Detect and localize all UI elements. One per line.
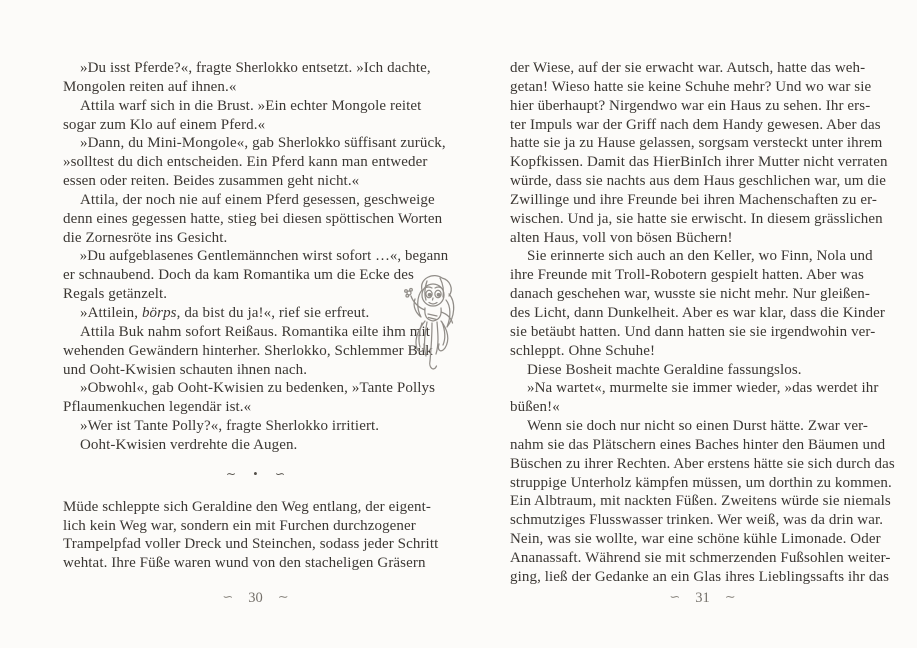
text-line: struppige Unterholz kämpfen müssen, um dorthin zu kommen. [510, 474, 892, 491]
girl-sketch-icon [391, 270, 469, 374]
footer-tilde-left-icon: ∽ [669, 589, 681, 604]
page-right-footer [510, 590, 895, 607]
paragraph [63, 498, 448, 573]
text-line: büßen!« [510, 399, 560, 416]
text-line: hier überhaupt? Nirgendwo war ein Haus zu sehen. Ihr ers- [510, 97, 871, 114]
text-line: die Zornesröte ins Gesicht. [63, 229, 228, 246]
paragraph [63, 59, 448, 97]
text-line: Kopfkissen. Damit das HierBinIch ihrer Mutter nicht verraten [510, 154, 888, 171]
text-line: Wenn sie doch nur nicht so einen Durst hätte. Zwar ver- [527, 418, 868, 435]
text-line: essen oder reiten. Beides zusammen geht nicht.« [63, 173, 360, 190]
text-line: Zwillinge und ihre Freunde bei ihren Machenschaften zu er- [510, 191, 878, 208]
page-right-text-column [510, 59, 895, 587]
text-line: lich kein Weg war, sondern ein mit Furchen durchzogener [63, 517, 416, 534]
text-line: Attila Buk nahm sofort Reißaus. Romantika eilte ihm mit [80, 323, 431, 340]
text-line: »Du isst Pferde?«, fragte Sherlokko entsetzt. »Ich dachte, [80, 60, 431, 76]
paragraph [510, 361, 895, 380]
page-right [510, 0, 895, 648]
text-line: Attila, der noch nie auf einem Pferd gesessen, geschweige [80, 191, 435, 208]
text-line: sie betäubt hatten. Und dann hatten sie sie irgendwohin ver- [510, 323, 876, 340]
text-line: Mongolen reiten auf ihnen.« [63, 78, 237, 95]
text-line: Diese Bosheit machte Geraldine fassungslos. [527, 361, 802, 378]
text-line: hatte sie ja zu Hause gelassen, sorgsam versteckt unter ihrem [510, 135, 883, 152]
text-line: »Obwohl«, gab Ooht-Kwisien zu bedenken, »Tante Pollys [80, 380, 436, 397]
text-line: Nein, was sie wollte, war eine schöne kühle Limonade. Oder [510, 531, 881, 548]
romantika-sketch-illustration [391, 270, 469, 374]
paragraph [510, 247, 895, 360]
footer-tilde-right-icon: ∼ [277, 589, 289, 604]
text-line: des Licht, dann Dunkelheit. Aber es war klar, dass die Kinder [510, 304, 885, 321]
text-line: ter Impuls war der Griff nach dem Handy gewesen. Aber das [510, 116, 881, 133]
text-line: alten Haus, voll von bösen Büchern! [510, 229, 733, 246]
text-line: »Du aufgeblasenes Gentlemännchen wirst sofort …«, begann [79, 248, 449, 265]
text-line: der Wiese, auf der sie erwacht war. Autsch, hatte das weh- [510, 60, 866, 76]
paragraph [63, 134, 448, 191]
paragraph [63, 191, 448, 248]
text-line: ihre Freunde mit Troll-Robotern gespielt hatten. Aber was [510, 267, 864, 284]
paragraph [63, 417, 448, 436]
text-line: »solltest du dich entscheiden. Ein Pferd kann man entweder [63, 154, 428, 171]
footer-tilde-left-icon: ∽ [222, 589, 234, 604]
paragraph [510, 59, 895, 247]
footer-tilde-right-icon: ∼ [724, 589, 736, 604]
page-left-footer [63, 590, 448, 607]
text-line: Ein Albtraum, mit nackten Füßen. Zweitens würde sie niemals [510, 493, 891, 510]
section-break-ornament: ∼ • ∽ [225, 466, 293, 481]
text-line: wehtat. Ihre Füße waren wund von den stacheligen Gräsern [63, 555, 426, 572]
page-number-right: 31 [695, 590, 710, 606]
text-line: Ananassaft. Während sie mit schmerzenden Fußsohlen weiter- [510, 549, 891, 566]
text-line: »Wer ist Tante Polly?«, fragte Sherlokko irritiert. [80, 418, 380, 435]
paragraph [63, 97, 448, 135]
text-line: getan! Wieso hatte sie keine Schuhe mehr? Und wo war sie [510, 78, 872, 95]
text-line: er schnaubend. Doch da kam Romantika um die Ecke des [63, 267, 414, 284]
text-line: Attila warf sich in die Brust. »Ein echter Mongole reitet [80, 97, 422, 114]
text-line: Regals getänzelt. [63, 286, 168, 303]
text-line: denn eines gegessen hatte, stieg bei diesen spöttischen Worten [63, 210, 443, 227]
text-line: Ooht-Kwisien verdrehte die Augen. [80, 436, 298, 453]
text-line: und Ooht-Kwisien schauten ihnen nach. [63, 361, 308, 378]
text-line: Müde schleppte sich Geraldine den Weg entlang, der eigent- [63, 498, 431, 515]
paragraph [63, 436, 448, 455]
text-line: ging, ließ der Gedanke an ein Glas ihres Lieblingssafts ihr das [510, 568, 890, 585]
text-line: schmutziges Flusswasser trinken. Wer weiß, was da drin war. [510, 512, 884, 529]
text-line: Pflaumenkuchen legendär ist.« [63, 399, 252, 416]
text-line: Büschen zu ihrer Rechten. Aber erstens hätte sie sich durch das [510, 455, 895, 472]
text-line: nahm sie das Plätschern eines Baches hinter den Bäumen und [510, 436, 886, 453]
text-line: »Dann, du Mini-Mongole«, gab Sherlokko süffisant zurück, [80, 135, 446, 152]
text-line: wischen. Und ja, sie hatte sie erwischt. In diesem grässlichen [510, 210, 883, 227]
text-line: Trampelpfad voller Dreck und Steinchen, sodass jeder Schritt [63, 536, 439, 553]
text-line: Sie erinnerte sich auch an den Keller, wo Finn, Nola und [527, 248, 873, 265]
page-number-left: 30 [248, 590, 263, 606]
text-line: wehenden Gewändern hinterher. Sherlokko, Schlemmer Buk [63, 342, 433, 359]
paragraph [510, 379, 895, 417]
paragraph [63, 379, 448, 417]
paragraph [510, 417, 895, 587]
text-line: »Na wartet«, murmelte sie immer wieder, »das werdet ihr [527, 380, 879, 397]
text-line: danach geschehen war, wusste sie nicht mehr. Nur gleißen- [510, 286, 870, 303]
text-line: würde, dass sie nachts aus dem Haus geschlichen war, um die [510, 173, 887, 190]
text-line: »Attilein, börps, da bist du ja!«, rief sie erfreut. [80, 304, 370, 321]
text-line: schleppt. Ohne Schuhe! [510, 342, 656, 359]
text-line: sogar zum Klo auf einem Pferd.« [63, 116, 266, 133]
